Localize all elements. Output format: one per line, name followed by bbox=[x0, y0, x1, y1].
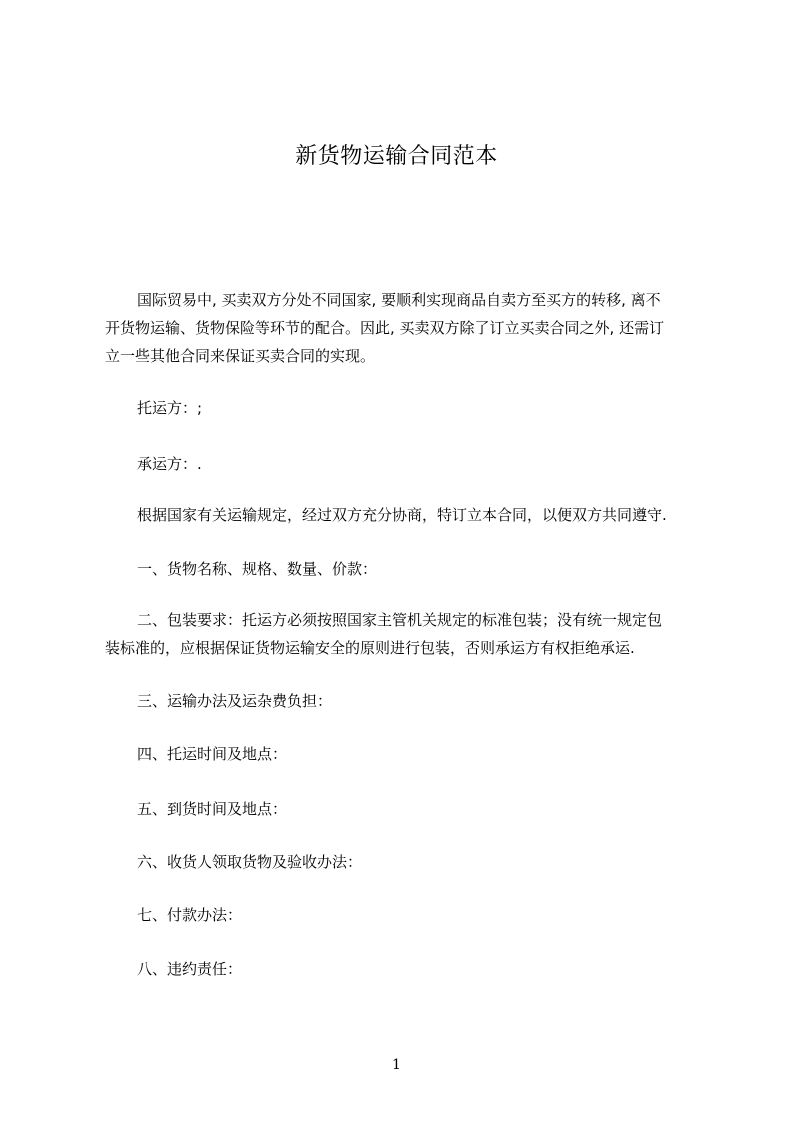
section-8 bbox=[105, 955, 705, 983]
section-4 bbox=[105, 740, 705, 768]
basis-text: 根据国家有关运输规定，经过双方充分协商，特订立本合同，以便双方共同遵守. bbox=[137, 506, 667, 524]
intro-line-2: 开货物运输、货物保险等环节的配合。因此, 买卖双方除了订立买卖合同之外, 还需订 bbox=[105, 319, 665, 337]
section-6-heading: 六、收货人领取货物及验收办法： bbox=[137, 853, 363, 871]
shipper-label: 托运方：; bbox=[137, 399, 203, 417]
intro-paragraph bbox=[105, 286, 705, 370]
section-3 bbox=[105, 687, 705, 715]
intro-line-1: 国际贸易中, 买卖双方分处不同国家, 要顺利实现商品自卖方至买方的转移, 离不 bbox=[137, 291, 661, 309]
section-1-heading: 一、货物名称、规格、数量、价款： bbox=[137, 560, 378, 578]
section-6 bbox=[105, 848, 705, 876]
section-2 bbox=[105, 606, 705, 662]
shipper-party bbox=[105, 394, 705, 422]
document-title: 新货物运输合同范本 bbox=[295, 144, 498, 169]
section-5 bbox=[105, 795, 705, 823]
carrier-party bbox=[105, 450, 705, 478]
section-7 bbox=[105, 901, 705, 929]
carrier-label: 承运方：. bbox=[137, 455, 202, 473]
section-2-line-1: 二、包装要求：托运方必须按照国家主管机关规定的标准包装；没有统一规定包 bbox=[137, 611, 663, 629]
section-8-heading: 八、违约责任： bbox=[137, 960, 243, 978]
section-2-line-2: 装标准的，应根据保证货物运输安全的原则进行包装，否则承运方有权拒绝承运. bbox=[105, 639, 635, 657]
section-7-heading: 七、付款办法： bbox=[137, 906, 243, 924]
page-number: 1 bbox=[392, 1057, 401, 1073]
section-5-heading: 五、到货时间及地点： bbox=[137, 800, 288, 818]
section-4-heading: 四、托运时间及地点： bbox=[137, 745, 288, 763]
intro-line-3: 立一些其他合同来保证买卖合同的实现。 bbox=[105, 347, 376, 365]
section-1 bbox=[105, 555, 705, 583]
basis-paragraph bbox=[105, 501, 705, 529]
section-3-heading: 三、运输办法及运杂费负担： bbox=[137, 692, 333, 710]
